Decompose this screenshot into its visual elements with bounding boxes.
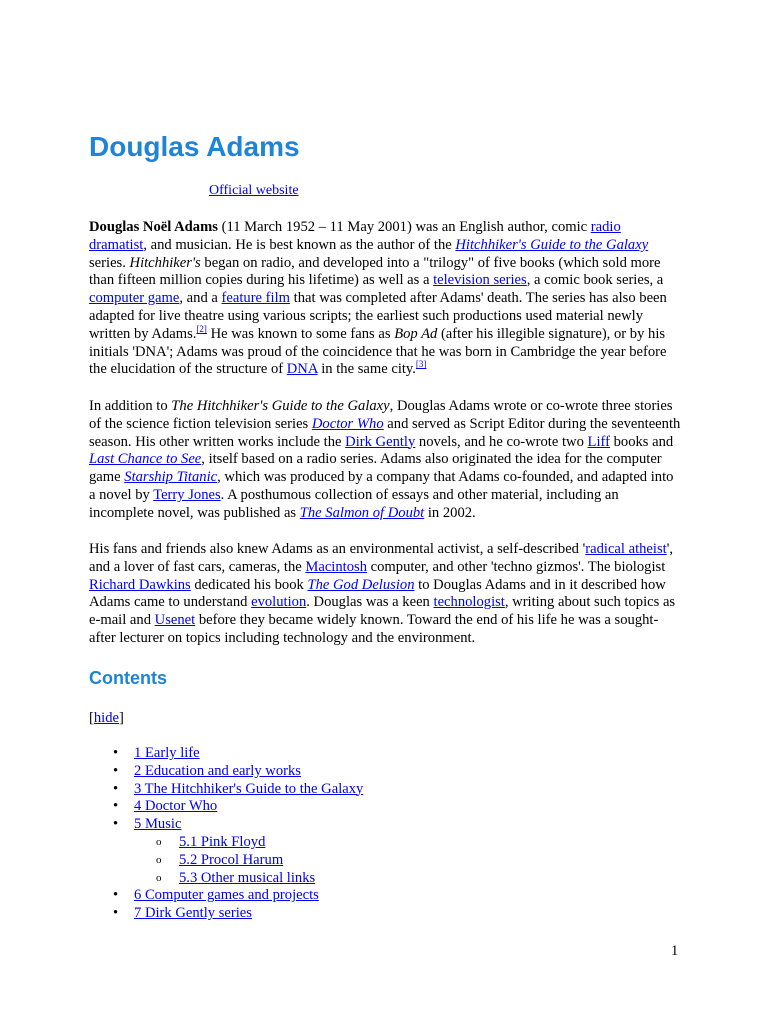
link-macintosh[interactable]: Macintosh — [305, 558, 367, 575]
page-title: Douglas Adams — [89, 131, 300, 162]
bullet-icon: • — [113, 905, 119, 922]
toc-item-music — [89, 816, 363, 834]
toc-link-early-life[interactable]: 1 Early life — [134, 745, 200, 761]
works-paragraph: In addition to The Hitchhiker's Guide to the Galaxy, Douglas Adams wrote or co-wrote three stories of the science fiction television series Doctor Who and served as Script Editor during the seventeenth season. His other written works include the Dirk Gently novels, and he co-wrote two Liff books and Last Chance to See, itself based on a radio series. Adams also originated the idea for the computer game Starship Titanic, which was produced by a company that Adams co-founded, and adapted into a novel by Terry Jones. A posthumous collection of essays and other material, including an incomplete novel, was published as The Salmon of Doubt in 2002. — [89, 398, 681, 521]
toc-link-computer-games[interactable]: 6 Computer games and projects — [134, 887, 319, 904]
link-doctor-who[interactable]: Doctor Who — [311, 415, 384, 432]
official-website-link[interactable]: Official website — [209, 183, 299, 198]
bullet-icon: • — [113, 780, 119, 797]
toc-item-doctor-who — [89, 798, 363, 816]
hide-toc-link[interactable]: hide — [93, 710, 120, 726]
link-evolution[interactable]: evolution — [251, 594, 307, 611]
page-number: 1 — [671, 943, 679, 959]
toc-link-procol-harum[interactable]: 5.2 Procol Harum — [179, 851, 284, 868]
link-computer-game[interactable]: computer game — [89, 290, 180, 307]
link-starship-titanic[interactable]: Starship Titanic — [124, 469, 218, 486]
toc-item-dirk-gently — [89, 905, 363, 923]
intro-paragraph: Douglas Noël Adams (11 March 1952 – 11 May 2001) was an English author, comic radio dramatist, and musician. He is best known as the author of the Hitchhiker's Guide to the Galaxy series. Hitchhiker's began on radio, and developed into a "trilogy" of five books (which sold more than fifteen million copies during his lifetime) as well as a television series, a comic book series, a computer game, and a feature film that was completed after Adams' death. The series has also been adapted for live theatre using various scripts; the earliest such productions used material newly written by Adams.[2] He was known to some fans as Bop Ad (after his illegible signature), or by his initials 'DNA'; Adams was proud of the coincidence that he was born in Cambridge the year before the elucidation of the structure of DNA in the same city.[3] — [89, 219, 667, 378]
toc-item-pink-floyd — [89, 834, 363, 852]
toc-link-pink-floyd[interactable]: 5.1 Pink Floyd — [179, 833, 266, 850]
toc-link-doctor-who[interactable]: 4 Doctor Who — [134, 798, 218, 815]
activism-paragraph: His fans and friends also knew Adams as an environmental activist, a self-described 'radical atheist', and a lover of fast cars, cameras, the Macintosh computer, and other 'techno gizmos'. The biologist Richard Dawkins dedicated his book The God Delusion to Douglas Adams and in it described how Adams came to understand evolution. Douglas was a keen technologist, writing about such topics as e-mail and Usenet before they became widely known. Toward the end of his life he was a sought-after lecturer on topics including technology and the environment. — [89, 541, 676, 646]
circle-bullet-icon: o — [156, 835, 162, 848]
link-terry-jones[interactable]: Terry Jones — [153, 486, 221, 503]
link-god-delusion[interactable]: The God Delusion — [307, 576, 415, 593]
link-dirk-gently[interactable]: Dirk Gently — [345, 433, 416, 450]
table-of-contents — [89, 745, 363, 923]
toc-link-hitchhikers[interactable]: 3 The Hitchhiker's Guide to the Galaxy — [134, 780, 364, 797]
toc-item-hitchhikers — [89, 781, 363, 799]
circle-bullet-icon: o — [156, 871, 162, 884]
circle-bullet-icon: o — [156, 853, 162, 866]
bullet-icon: • — [113, 798, 119, 815]
link-television-series[interactable]: television series — [433, 272, 527, 289]
reference-3[interactable]: [3] — [415, 359, 427, 370]
link-richard-dawkins[interactable]: Richard Dawkins — [89, 576, 191, 593]
link-last-chance-to-see[interactable]: Last Chance to See — [89, 451, 202, 468]
link-salmon-of-doubt[interactable]: The Salmon of Doubt — [299, 504, 425, 521]
toc-item-computer-games — [89, 887, 363, 905]
link-feature-film[interactable]: feature film — [221, 290, 291, 307]
toc-link-music[interactable]: 5 Music — [134, 816, 182, 833]
contents-heading: Contents — [89, 668, 167, 688]
subject-name: Douglas Noël Adams — [89, 219, 218, 235]
toc-item-other-musical-links — [89, 870, 363, 888]
link-dna[interactable]: DNA — [286, 361, 318, 378]
reference-2[interactable]: [2] — [196, 323, 207, 334]
link-liff[interactable]: Liff — [587, 433, 610, 450]
link-usenet[interactable]: Usenet — [154, 612, 196, 629]
toc-item-education — [89, 763, 363, 781]
bullet-icon: • — [113, 887, 119, 904]
link-technologist[interactable]: technologist — [433, 594, 505, 611]
link-radio-dramatist[interactable]: radio dramatist — [89, 219, 621, 253]
toc-link-other-musical-links[interactable]: 5.3 Other musical links — [179, 869, 316, 886]
bullet-icon: • — [113, 762, 119, 779]
toc-hide-toggle: [hide] — [89, 710, 124, 726]
toc-item-early-life — [89, 745, 363, 763]
toc-link-education[interactable]: 2 Education and early works — [134, 762, 301, 779]
toc-link-dirk-gently[interactable]: 7 Dirk Gently series — [134, 905, 252, 922]
bullet-icon: • — [113, 745, 119, 761]
link-hitchhikers-guide[interactable]: Hitchhiker's Guide to the Galaxy — [455, 236, 649, 253]
bullet-icon: • — [113, 816, 119, 833]
link-radical-atheist[interactable]: radical atheist — [585, 541, 667, 557]
toc-item-procol-harum — [89, 852, 363, 870]
